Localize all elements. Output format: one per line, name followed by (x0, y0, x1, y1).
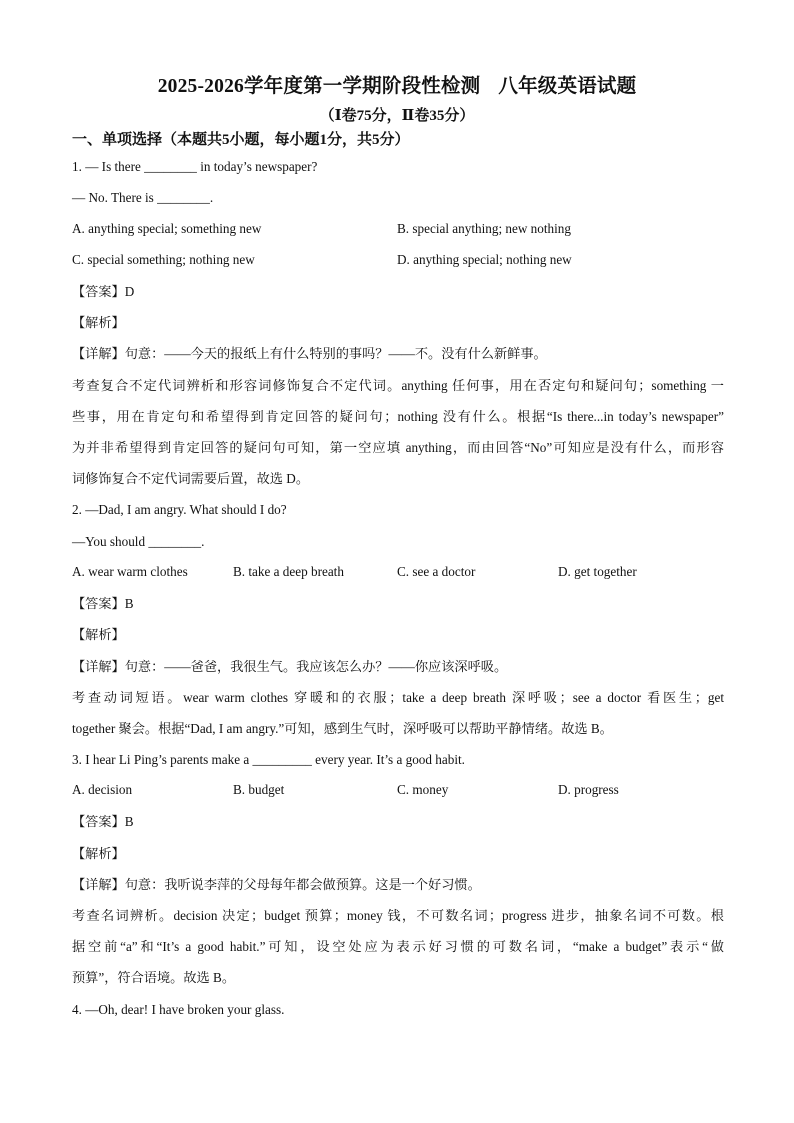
q3-option-c: C. money (397, 782, 449, 797)
q1-detail: 【详解】句意：——今天的报纸上有什么特别的事吗？——不。没有什么新鲜事。 (72, 346, 547, 361)
q2-stem: 2. —Dad, I am angry. What should I do? (72, 502, 287, 517)
q1-analysis-label: 【解析】 (72, 315, 125, 330)
q3-option-b: B. budget (233, 782, 285, 797)
q3-analysis-label: 【解析】 (72, 846, 125, 861)
q1-stem2: — No. There is ________. (72, 190, 214, 205)
q3-answer: 【答案】B (72, 814, 134, 829)
q3-option-d: D. progress (558, 782, 619, 797)
q1-option-b: B. special anything; new nothing (397, 221, 571, 236)
q2-explanation-line: together 聚会。根据“Dad, I am angry.”可知，感到生气时，深呼吸可以帮助平静情绪。故选 B。 (72, 721, 613, 736)
q2-option-a: A. wear warm clothes (72, 564, 188, 579)
q3-detail: 【详解】句意：我听说李萍的父母每年都会做预算。这是一个好习惯。 (72, 877, 481, 892)
q3-explanation-line: 考查名词辨析。decision 决定；budget 预算；money 钱，不可数名词；progress 进步，抽象名词不可数。根 (72, 908, 724, 923)
q3-stem: 3. I hear Li Ping’s parents make a _________ every year. It’s a good habit. (72, 752, 465, 767)
page-subtitle: （Ⅰ卷75分，Ⅱ卷35分） (319, 108, 475, 124)
q2-explanation-line: 考查动词短语。wear warm clothes 穿暖和的衣服；take a deep breath 深呼吸；see a doctor 看医生；get (72, 690, 724, 705)
q1-option-a: A. anything special; something new (72, 221, 262, 236)
q2-stem2: —You should ________. (72, 534, 205, 549)
title-right: 八年级英语试题 (498, 76, 637, 97)
q2-option-b: B. take a deep breath (233, 564, 344, 579)
page-title (0, 70, 794, 98)
q2-option-d: D. get together (558, 564, 637, 579)
q1-explanation-line: 为并非希望得到肯定回答的疑问句可知，第一空应填 anything，而由回答“No”可知应是没有什么，而形容 (72, 440, 724, 455)
q3-option-a: A. decision (72, 782, 133, 797)
q3-explanation-line: 据空前“a”和“It’s a good habit.”可知，设空处应为表示好习惯的可数名词，“make a budget”表示“做 (72, 939, 724, 954)
q2-analysis-label: 【解析】 (72, 627, 125, 642)
q4-stem: 4. —Oh, dear! I have broken your glass. (72, 1002, 285, 1017)
q2-option-c: C. see a doctor (397, 564, 476, 579)
title-left: 2025-2026学年度第一学期阶段性检测 (157, 76, 481, 97)
q2-detail: 【详解】句意：——爸爸，我很生气。我应该怎么办？——你应该深呼吸。 (72, 659, 508, 674)
q1-explanation-line: 考查复合不定代词辨析和形容词修饰复合不定代词。anything 任何事，用在否定句和疑问句；something 一 (72, 378, 724, 393)
q1-explanation-line: 些事，用在肯定句和希望得到肯定回答的疑问句；nothing 没有什么。根据“Is there...in today’s newspaper” (72, 409, 724, 424)
q3-explanation-line: 预算”，符合语境。故选 B。 (72, 970, 236, 985)
q1-stem: 1. — Is there ________ in today’s newspaper? (72, 159, 318, 174)
q2-answer: 【答案】B (72, 596, 134, 611)
q1-answer: 【答案】D (72, 284, 135, 299)
q1-option-d: D. anything special; nothing new (397, 252, 572, 267)
q1-explanation-line: 词修饰复合不定代词需要后置，故选 D。 (72, 471, 310, 486)
q1-option-c: C. special something; nothing new (72, 252, 255, 267)
section-heading: 一、单项选择（本题共5小题，每小题1分，共5分） (72, 132, 410, 148)
